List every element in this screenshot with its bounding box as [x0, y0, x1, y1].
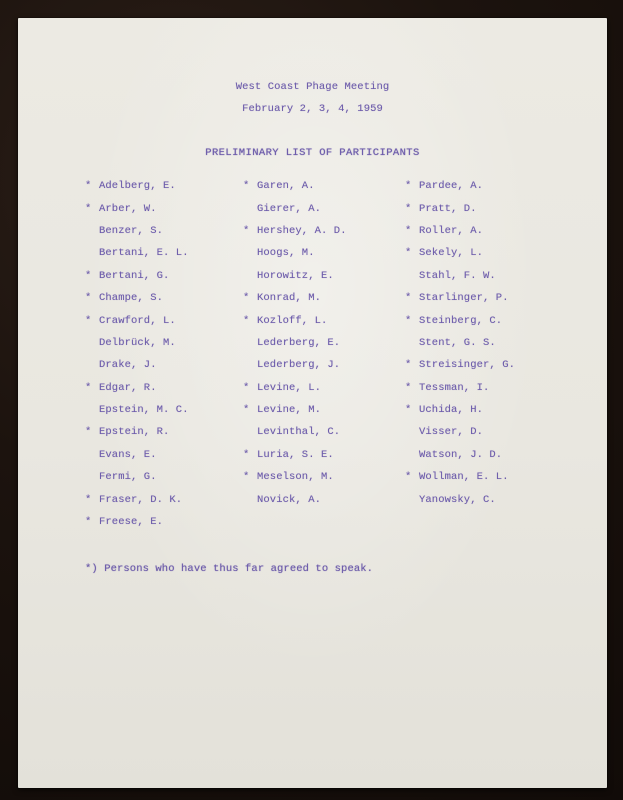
- participant-name: Stahl, F. W.: [419, 269, 496, 282]
- participant-name: Levine, M.: [257, 404, 322, 417]
- speaker-marker: *: [243, 292, 250, 305]
- participant-name: Levinthal, C.: [257, 426, 341, 439]
- participant-entry: [405, 444, 515, 466]
- participant-entry: [243, 488, 347, 510]
- participant-name: Pratt, D.: [419, 202, 477, 215]
- speaker-marker: *: [85, 292, 92, 305]
- participant-entry: [85, 175, 189, 197]
- participant-entry: [243, 242, 347, 264]
- participant-entry: [243, 444, 347, 466]
- participant-entry: [405, 488, 515, 510]
- participant-entry: [405, 377, 515, 399]
- participant-entry: [243, 466, 347, 488]
- speaker-marker: *: [243, 381, 250, 394]
- participant-name: Horowitz, E.: [257, 269, 334, 282]
- participant-entry: [405, 466, 515, 488]
- participant-entry: [85, 511, 189, 533]
- participant-entry: [405, 265, 515, 287]
- meeting-title: West Coast Phage Meeting: [235, 81, 390, 93]
- participant-entry: [243, 421, 347, 443]
- participants-column-left: [85, 175, 189, 533]
- speaker-marker: *: [405, 224, 412, 237]
- participant-name: Stent, G. S.: [419, 336, 496, 349]
- participant-entry: [85, 309, 189, 331]
- participant-name: Wollman, E. L.: [419, 471, 509, 484]
- participant-name: Sekely, L.: [419, 247, 484, 260]
- participant-name: Streisinger, G.: [419, 359, 516, 372]
- participant-entry: [85, 421, 189, 443]
- speaker-marker: *: [85, 202, 92, 215]
- speaker-marker: *: [85, 516, 92, 529]
- participant-entry: [405, 309, 515, 331]
- participant-entry: [243, 287, 347, 309]
- speaker-marker: *: [405, 471, 412, 484]
- participant-entry: [85, 242, 189, 264]
- participant-name: Gierer, A.: [257, 202, 322, 215]
- participant-name: Yanowsky, C.: [419, 493, 496, 506]
- participant-entry: [405, 197, 515, 219]
- participant-entry: [405, 242, 515, 264]
- participant-name: Freese, E.: [99, 516, 164, 529]
- document-page: [18, 18, 607, 788]
- participant-entry: [243, 332, 347, 354]
- participant-entry: [405, 287, 515, 309]
- participant-entry: [405, 220, 515, 242]
- participant-name: Arber, W.: [99, 202, 157, 215]
- speaker-marker: *: [243, 448, 250, 461]
- participant-name: Tessman, I.: [419, 381, 490, 394]
- participant-entry: [85, 399, 189, 421]
- speaker-marker: *: [243, 314, 250, 327]
- participant-entry: [85, 287, 189, 309]
- participant-entry: [85, 265, 189, 287]
- participant-entry: [85, 220, 189, 242]
- speaker-marker: *: [85, 269, 92, 282]
- participant-entry: [243, 197, 347, 219]
- speaker-marker: *: [85, 180, 92, 193]
- participant-entry: [405, 399, 515, 421]
- participant-entry: [243, 377, 347, 399]
- speaker-footnote: *) Persons who have thus far agreed to speak.: [85, 563, 374, 575]
- participant-name: Fermi, G.: [99, 471, 157, 484]
- participant-name: Lederberg, E.: [257, 336, 341, 349]
- participant-entry: [85, 332, 189, 354]
- participant-name: Meselson, M.: [257, 471, 334, 484]
- participant-name: Garen, A.: [257, 180, 315, 193]
- speaker-marker: *: [405, 314, 412, 327]
- speaker-marker: *: [243, 404, 250, 417]
- participant-name: Epstein, M. C.: [99, 404, 189, 417]
- participant-name: Drake, J.: [99, 359, 157, 372]
- participant-name: Epstein, R.: [99, 426, 170, 439]
- participants-list: [18, 175, 607, 555]
- participant-entry: [405, 175, 515, 197]
- participant-entry: [243, 175, 347, 197]
- participant-entry: [405, 354, 515, 376]
- participant-entry: [243, 309, 347, 331]
- participant-entry: [243, 399, 347, 421]
- speaker-marker: *: [405, 180, 412, 193]
- speaker-marker: *: [243, 224, 250, 237]
- participant-name: Adelberg, E.: [99, 180, 176, 193]
- participant-name: Lederberg, J.: [257, 359, 341, 372]
- speaker-marker: *: [405, 404, 412, 417]
- participant-name: Levine, L.: [257, 381, 322, 394]
- participant-entry: [405, 332, 515, 354]
- participant-name: Starlinger, P.: [419, 292, 509, 305]
- participant-name: Hershey, A. D.: [257, 224, 347, 237]
- participant-name: Watson, J. D.: [419, 448, 503, 461]
- speaker-marker: *: [405, 292, 412, 305]
- speaker-marker: *: [85, 381, 92, 394]
- participant-entry: [243, 354, 347, 376]
- participant-name: Benzer, S.: [99, 224, 164, 237]
- participant-name: Fraser, D. K.: [99, 493, 183, 506]
- participant-name: Roller, A.: [419, 224, 484, 237]
- participant-name: Edgar, R.: [99, 381, 157, 394]
- participant-entry: [405, 421, 515, 443]
- participant-entry: [85, 444, 189, 466]
- participants-column-middle: [243, 175, 347, 511]
- meeting-date: February 2, 3, 4, 1959: [242, 103, 383, 115]
- speaker-marker: *: [405, 247, 412, 260]
- participant-name: Bertani, G.: [99, 269, 170, 282]
- participant-name: Crawford, L.: [99, 314, 176, 327]
- participant-name: Luria, S. E.: [257, 448, 334, 461]
- participant-name: Delbrück, M.: [99, 336, 176, 349]
- participant-name: Novick, A.: [257, 493, 322, 506]
- speaker-marker: *: [243, 180, 250, 193]
- participant-name: Konrad, M.: [257, 292, 322, 305]
- participant-name: Hoogs, M.: [257, 247, 315, 260]
- speaker-marker: *: [405, 359, 412, 372]
- list-heading: PRELIMINARY LIST OF PARTICIPANTS: [205, 147, 420, 159]
- speaker-marker: *: [405, 381, 412, 394]
- participants-column-right: [405, 175, 515, 511]
- participant-entry: [243, 265, 347, 287]
- participant-name: Bertani, E. L.: [99, 247, 189, 260]
- speaker-marker: *: [405, 202, 412, 215]
- participant-name: Visser, D.: [419, 426, 484, 439]
- participant-entry: [85, 197, 189, 219]
- participant-entry: [243, 220, 347, 242]
- participant-name: Champe, S.: [99, 292, 164, 305]
- participant-name: Steinberg, C.: [419, 314, 503, 327]
- speaker-marker: *: [85, 493, 92, 506]
- participant-entry: [85, 488, 189, 510]
- participant-name: Evans, E.: [99, 448, 157, 461]
- participant-name: Uchida, H.: [419, 404, 484, 417]
- participant-name: Kozloff, L.: [257, 314, 328, 327]
- participant-entry: [85, 466, 189, 488]
- speaker-marker: *: [85, 314, 92, 327]
- speaker-marker: *: [243, 471, 250, 484]
- participant-entry: [85, 354, 189, 376]
- participant-entry: [85, 377, 189, 399]
- participant-name: Pardee, A.: [419, 180, 484, 193]
- speaker-marker: *: [85, 426, 92, 439]
